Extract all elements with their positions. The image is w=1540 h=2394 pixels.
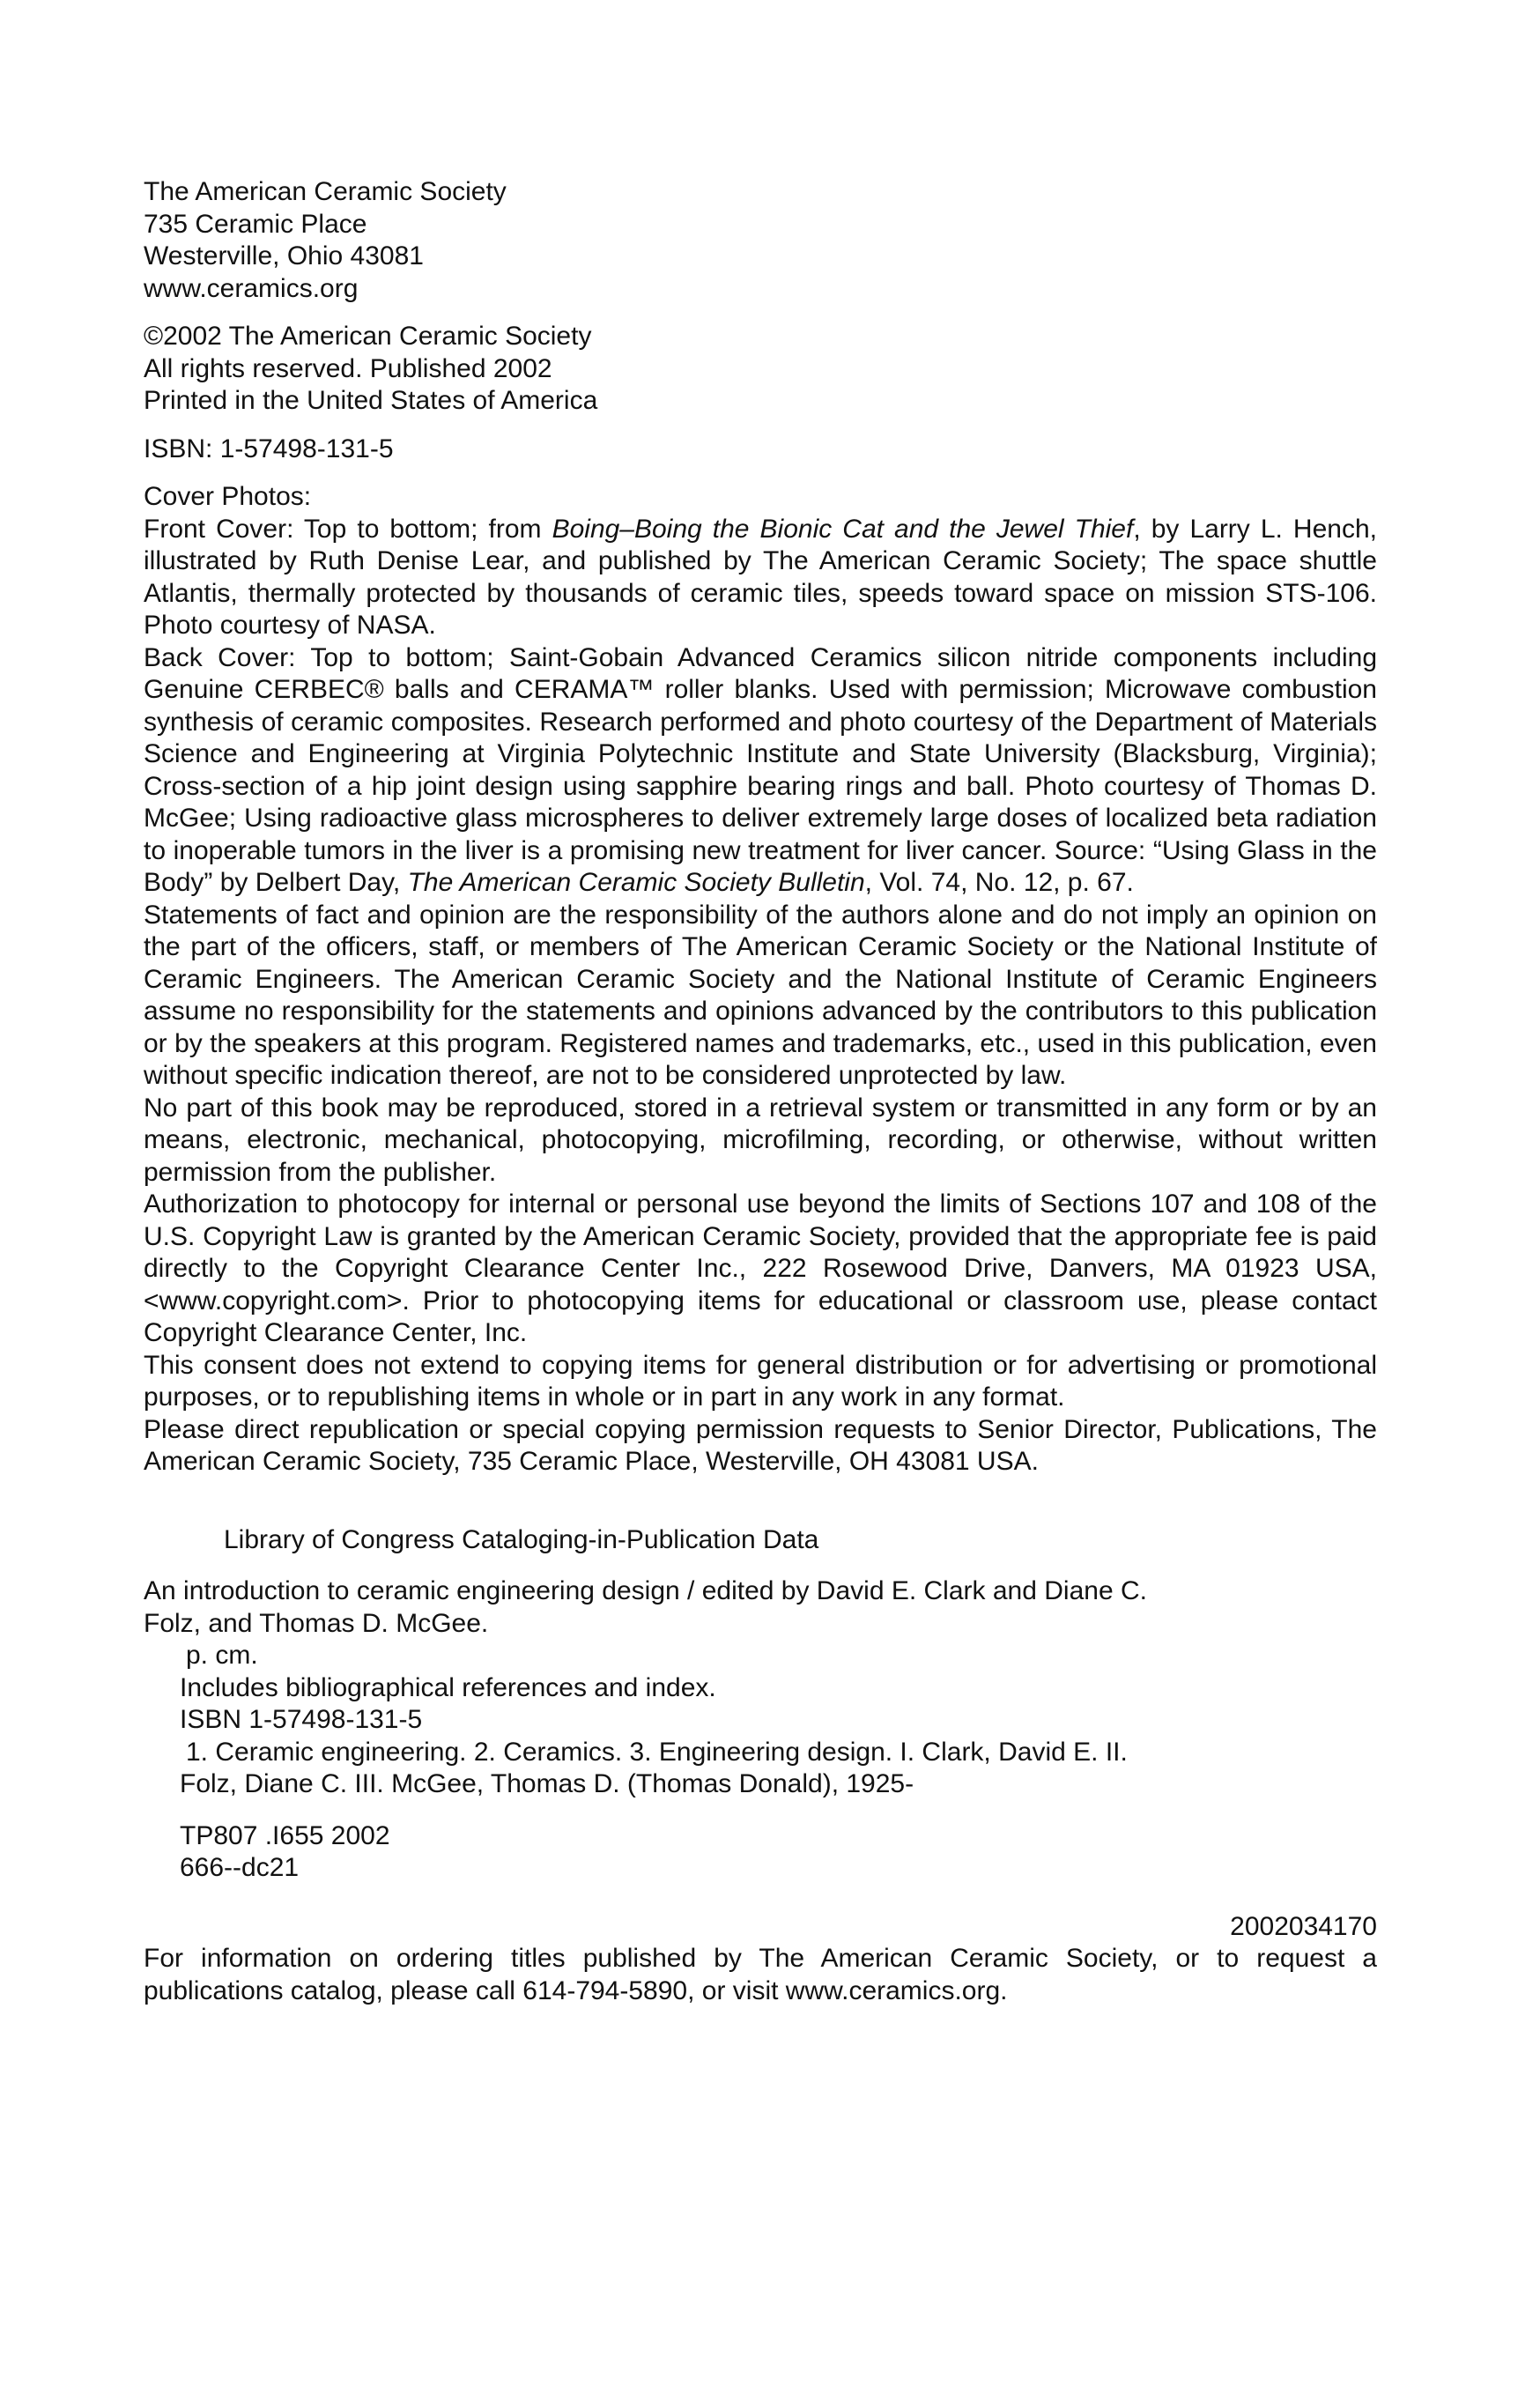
- publisher-street: 735 Ceramic Place: [144, 209, 367, 239]
- permission-requests: Please direct republication or special copying permission requests to Senior Director, Publications, The American Ceramic Society, 735 Ceramic Place, Westerville, OH 43081 USA.: [144, 1414, 1377, 1476]
- front-cover-credit: [144, 514, 1377, 642]
- cip-subjects-line-2: Folz, Diane C. III. McGee, Thomas D. (Thomas Donald), 1925-: [180, 1769, 914, 1798]
- cip-entry-line-1: An introduction to ceramic engineering design / edited by David E. Clark and Diane C.: [144, 1576, 1147, 1605]
- publisher-website: www.ceramics.org: [144, 273, 359, 303]
- publisher-name: The American Ceramic Society: [144, 177, 507, 206]
- ordering-info: For information on ordering titles published by The American Ceramic Society, or to request a publications catalog, please call 614-794-5890, or visit www.ceramics.org.: [144, 1944, 1377, 2005]
- copyright-line-3: Printed in the United States of America: [144, 386, 598, 415]
- back-cover-credit: [144, 642, 1377, 900]
- back-cover-prefix: Back Cover: Top to bottom; Saint-Gobain Advanced Ceramics silicon nitride components including Genuine CERBEC® balls and CERAMA™ roller blanks. Used with permission; Microwave combustion synthesis of ceramic composites. Research performed and photo courtesy of the Department of Materials Science and Engineering at Virginia Polytechnic Institute and State University (Blacksburg, Virginia); Cross-section of a hip joint design using sapphire bearing rings and ball. Photo courtesy of Thomas D. McGee; Using radioactive glass microspheres to deliver extremely large doses of localized beta radiation to inoperable tumors in the liver is a promising new treatment for liver cancer. Source: “Using Glass in the Body” by Delbert Day,: [144, 642, 1377, 897]
- publisher-address: [144, 176, 1377, 305]
- consent-notice: This consent does not extend to copying items for general distribution or for advertising or promotional purposes, or to republishing items in whole or in part in any work in any format.: [144, 1350, 1377, 1412]
- cover-photos-heading: Cover Photos:: [144, 482, 312, 511]
- cip-pcm: p. cm.: [186, 1641, 258, 1670]
- cip-entry-line-2: Folz, and Thomas D. McGee.: [144, 1608, 489, 1638]
- front-cover-prefix: Front Cover: Top to bottom; from: [144, 514, 552, 544]
- copyright-line-1: ©2002 The American Ceramic Society: [144, 322, 592, 351]
- cip-entry: [144, 1575, 1377, 1640]
- front-cover-book-title: Boing–Boing the Bionic Cat and the Jewel Thief: [552, 514, 1134, 544]
- copyright-page: [144, 176, 1377, 2007]
- reproduction-notice: No part of this book may be reproduced, stored in a retrieval system or transmitted in any form or by an means, electronic, mechanical, photocopying, microfilming, recording, or otherwise, without written permission from the publisher.: [144, 1093, 1377, 1187]
- isbn-line: ISBN: 1-57498-131-5: [144, 434, 394, 463]
- back-cover-journal-title: The American Ceramic Society Bulletin: [407, 868, 865, 897]
- cip-includes: Includes bibliographical references and index.: [180, 1672, 716, 1702]
- cip-classification: [144, 1820, 1377, 1885]
- cip-subjects-line-1: 1. Ceramic engineering. 2. Ceramics. 3. Engineering design. I. Clark, David E. II.: [186, 1737, 1128, 1767]
- cip-dewey: 666--dc21: [180, 1853, 300, 1882]
- back-cover-suffix: , Vol. 74, No. 12, p. 67.: [864, 868, 1134, 897]
- copyright-notice: [144, 321, 1377, 418]
- authorization-notice: Authorization to photocopy for internal or personal use beyond the limits of Sections 107 and 108 of the U.S. Copyright Law is granted by the American Ceramic Society, provided that the appropriate fee is paid directly to the Copyright Clearance Center Inc., 222 Rosewood Drive, Danvers, MA 01923 USA, <www.copyright.com>. Prior to photocopying items for educational or classroom use, please contact Copyright Clearance Center, Inc.: [144, 1190, 1377, 1347]
- cip-title: Library of Congress Cataloging-in-Publication Data: [224, 1524, 819, 1554]
- cip-details: [144, 1640, 1377, 1801]
- cip-isbn: ISBN 1-57498-131-5: [180, 1705, 423, 1734]
- statements-disclaimer: Statements of fact and opinion are the responsibility of the authors alone and do not imply an opinion on the part of the officers, staff, or members of The American Ceramic Society or the National Institute of Ceramic Engineers. The American Ceramic Society and the National Institute of Ceramic Engineers assume no responsibility for the statements and opinions advanced by the contributors to this publication or by the speakers at this program. Registered names and trademarks, etc., used in this publication, even without specific indication thereof, are not to be considered unprotected by law.: [144, 900, 1377, 1090]
- copyright-line-2: All rights reserved. Published 2002: [144, 353, 552, 383]
- cip-call-number: TP807 .I655 2002: [180, 1820, 390, 1850]
- cip-lccn: 2002034170: [1230, 1911, 1377, 1941]
- front-cover-suffix: , by Larry L. Hench, illustrated by Ruth Denise Lear, and published by The American Ceramic Society; The space shuttle Atlantis, thermally protected by thousands of ceramic tiles, speeds toward space on mission STS-106. Photo courtesy of NASA.: [144, 514, 1377, 640]
- publisher-city: Westerville, Ohio 43081: [144, 241, 424, 271]
